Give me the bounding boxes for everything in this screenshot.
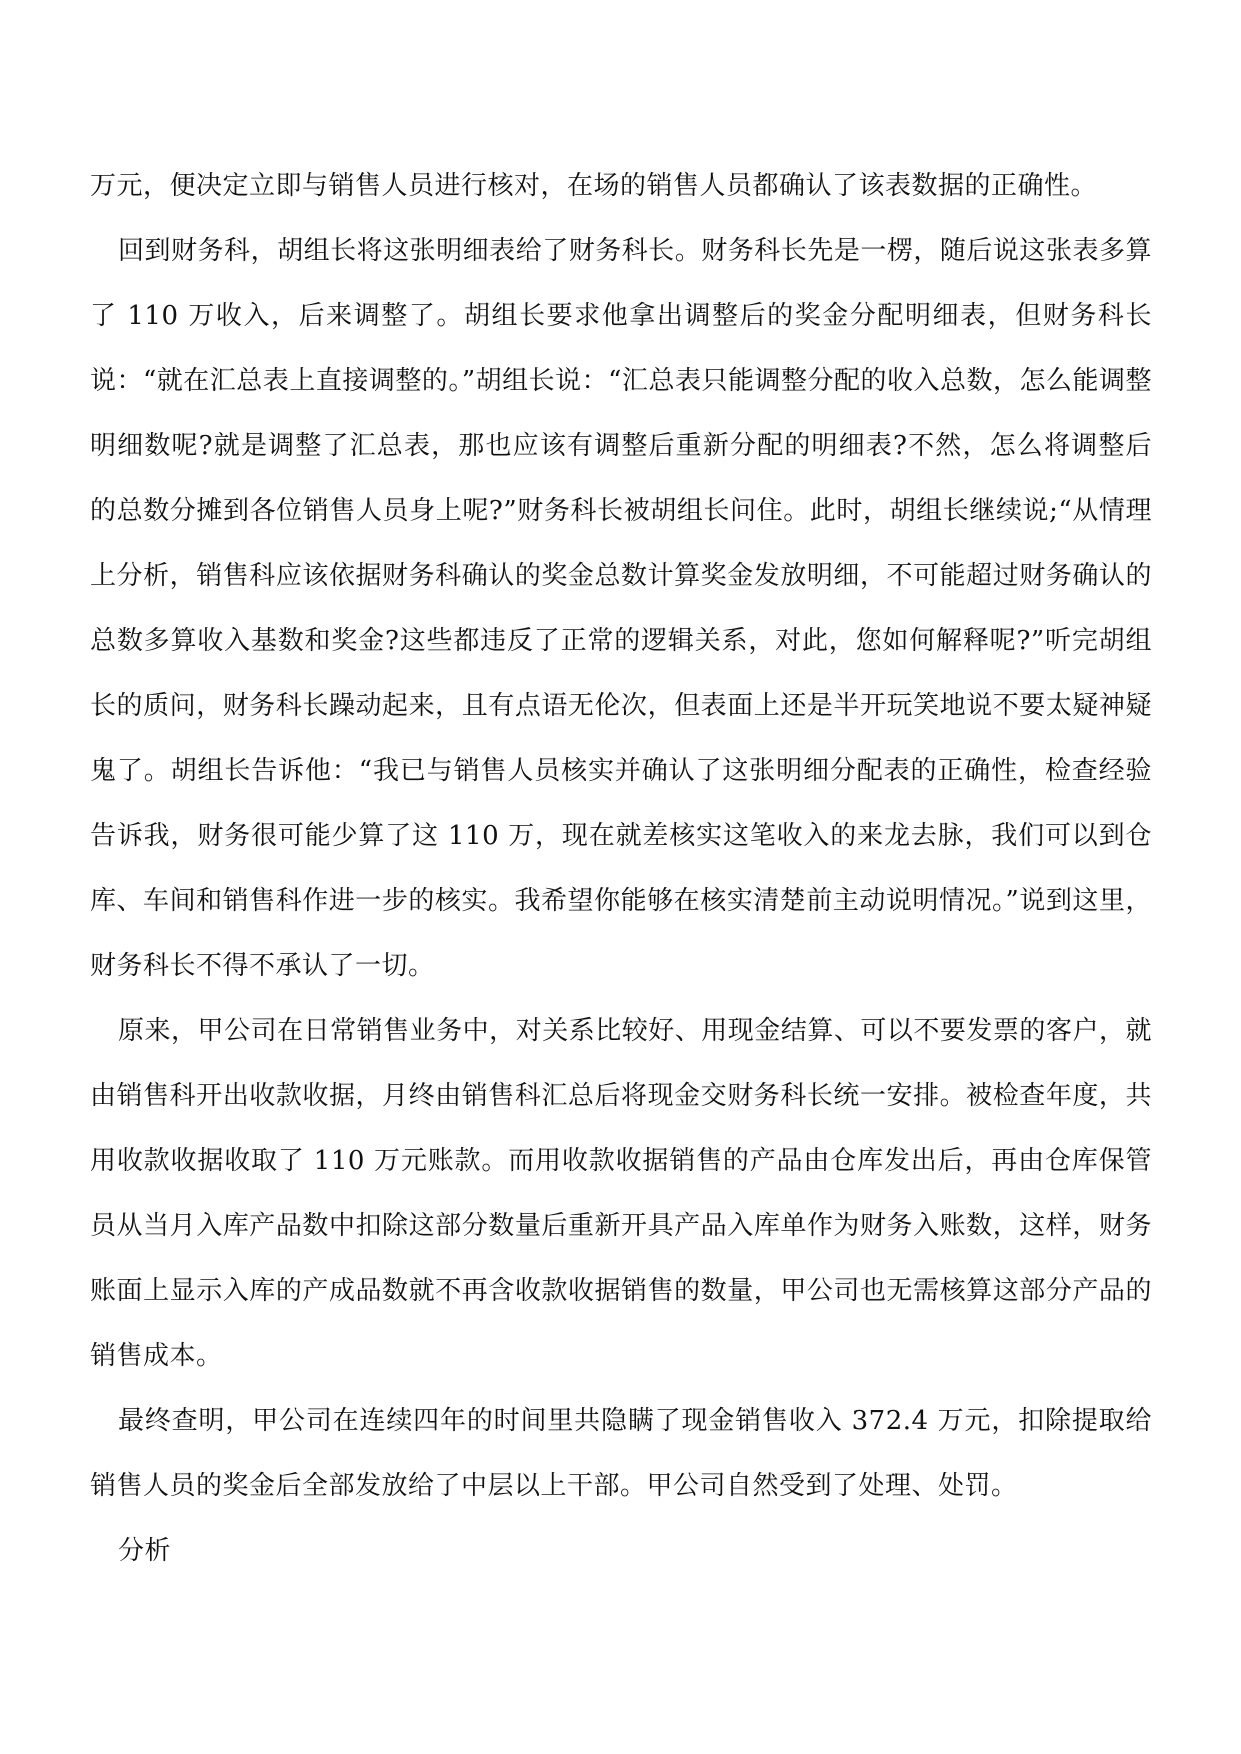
paragraph-final-findings: 最终查明，甲公司在连续四年的时间里共隐瞒了现金销售收入 372.4 万元，扣除提取给销售人员的奖金后全部发放给了中层以上干部。甲公司自然受到了处理、处罚。 xyxy=(90,1406,1152,1501)
paragraph-cash-receipt-scheme: 原来，甲公司在日常销售业务中，对关系比较好、用现金结算、可以不要发票的客户，就由销售科开出收款收据，月终由销售科汇总后将现金交财务科长统一安排。被检查年度，共用收款收据收取了 110 万元账款。而用收款收据销售的产品由仓库发出后，再由仓库保管员从当月入库产品数中扣除这部分数量后重新开具产品入库单作为财务入账数，这样，财务账面上显示入库的产成品数就不再含收款收据销售的数量，甲公司也无需核算这部分产品的销售成本。 xyxy=(90,1016,1152,1371)
document-body xyxy=(90,154,1152,1584)
section-heading-analysis: 分析 xyxy=(118,1536,172,1566)
paragraph-continuation: 万元，便决定立即与销售人员进行核对，在场的销售人员都确认了该表数据的正确性。 xyxy=(90,171,1098,201)
paragraph-finance-dept-verification: 回到财务科，胡组长将这张明细表给了财务科长。财务科长先是一楞，随后说这张表多算了 110 万收入，后来调整了。胡组长要求他拿出调整后的奖金分配明细表，但财务科长说：“就在汇总表上直接调整的。”胡组长说：“汇总表只能调整分配的收入总数，怎么能调整明细数呢?就是调整了汇总表，那也应该有调整后重新分配的明细表?不然，怎么将调整后的总数分摊到各位销售人员身上呢?”财务科长被胡组长问住。此时，胡组长继续说;“从情理上分析，销售科应该依据财务科确认的奖金总数计算奖金发放明细，不可能超过财务确认的总数多算收入基数和奖金?这些都违反了正常的逻辑关系，对此，您如何解释呢?”听完胡组长的质问，财务科长躁动起来，且有点语无伦次，但表面上还是半开玩笑地说不要太疑神疑鬼了。胡组长告诉他：“我已与销售人员核实并确认了这张明细分配表的正确性，检查经验告诉我，财务很可能少算了这 110 万，现在就差核实这笔收入的来龙去脉，我们可以到仓库、车间和销售科作进一步的核实。我希望你能够在核实清楚前主动说明情况。”说到这里，财务科长不得不承认了一切。 xyxy=(90,236,1152,981)
